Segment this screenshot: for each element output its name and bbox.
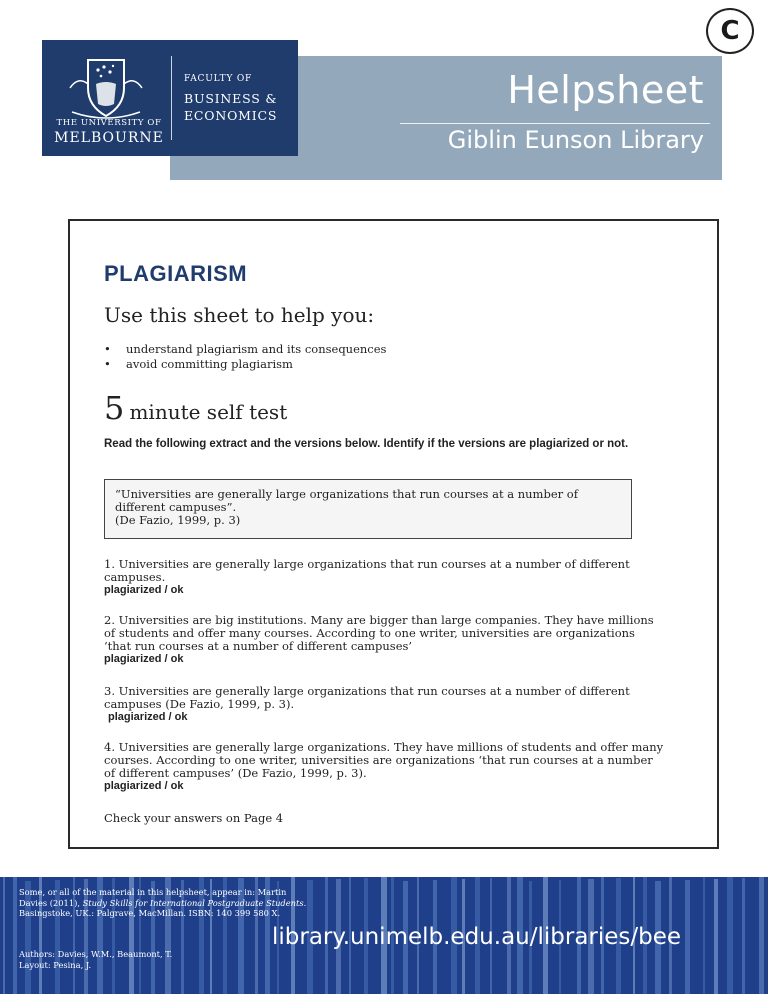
main-content-box: [68, 219, 719, 849]
quote-text: “Universities are generally large organizations that run courses at a number of different campuses”.: [115, 487, 578, 514]
source-book-title: Study Skills for International Postgraduate Students.: [82, 897, 307, 908]
version-4: [104, 741, 664, 793]
page-title: PLAGIARISM: [104, 261, 248, 286]
faculty-line-2: ECONOMICS: [184, 108, 278, 123]
university-logo: [42, 40, 298, 156]
crest-icon: [58, 54, 154, 122]
header-divider: [400, 123, 710, 124]
faculty-line-1: BUSINESS &: [184, 91, 278, 106]
footer: [0, 877, 768, 994]
version-2: [104, 614, 664, 666]
source-line-3: Basingstoke, UK.: Palgrave, MacMillan. ISBN: 140 399 580 X.: [19, 908, 281, 918]
version-3: [104, 685, 664, 724]
list-item: • avoid committing plagiarism: [104, 357, 386, 372]
faculty-prefix: FACULTY OF: [184, 74, 253, 84]
version-text: 1. Universities are generally large organizations that run courses at a number of different campuses.: [104, 557, 630, 584]
instructions: Read the following extract and the versions below. Identify if the versions are plagiarized or not.: [104, 438, 629, 450]
section-letter-badge: C: [706, 8, 754, 54]
version-mark: plagiarized / ok: [104, 584, 184, 596]
helpsheet-title: Helpsheet: [507, 68, 704, 112]
answer-note: Check your answers on Page 4: [104, 811, 284, 825]
version-text: 3. Universities are generally large organizations that run courses at a number of different campuses (De Fazio, 1999, p. 3).: [104, 684, 630, 711]
version-mark: plagiarized / ok: [104, 653, 184, 665]
use-heading: Use this sheet to help you:: [104, 303, 375, 327]
university-prefix: THE UNIVERSITY OF: [56, 118, 162, 128]
quote-citation: (De Fazio, 1999, p. 3): [115, 513, 241, 527]
library-url-link[interactable]: library.unimelb.edu.au/libraries/bee: [272, 924, 682, 950]
version-1: [104, 558, 664, 597]
library-name: Giblin Eunson Library: [447, 126, 704, 154]
self-test-label: minute self test: [129, 400, 288, 424]
purpose-list: [104, 342, 386, 372]
version-text: 4. Universities are generally large organizations. They have millions of students and offer many courses. According to one writer, universities are organizations ‘that run courses at a number of different campuses’ (De Fazio, 1999, p. 3).: [104, 740, 664, 780]
self-test-heading: [104, 389, 287, 427]
list-item: • understand plagiarism and its consequences: [104, 342, 386, 357]
source-authors: Davies (2011),: [19, 897, 83, 908]
credits: [19, 949, 172, 971]
logo-divider: [171, 56, 172, 140]
authors-line: Authors: Davies, W.M., Beaumont, T.: [19, 949, 173, 959]
version-text: 2. Universities are big institutions. Many are bigger than large companies. They have millions of students and offer many courses. According to one writer, universities are organizations ‘that run courses at a number of different campuses’: [104, 613, 654, 653]
source-citation: [19, 887, 359, 919]
source-line-1: Some, or all of the material in this helpsheet, appear in: Martin: [19, 887, 287, 897]
layout-line: Layout: Pesina, J.: [19, 960, 92, 970]
source-line-2: [19, 898, 359, 909]
self-test-number: 5: [104, 389, 125, 427]
version-mark: plagiarized / ok: [104, 780, 184, 792]
university-name: MELBOURNE: [54, 130, 164, 146]
version-mark: plagiarized / ok: [108, 711, 188, 723]
quote-box: [104, 479, 632, 539]
